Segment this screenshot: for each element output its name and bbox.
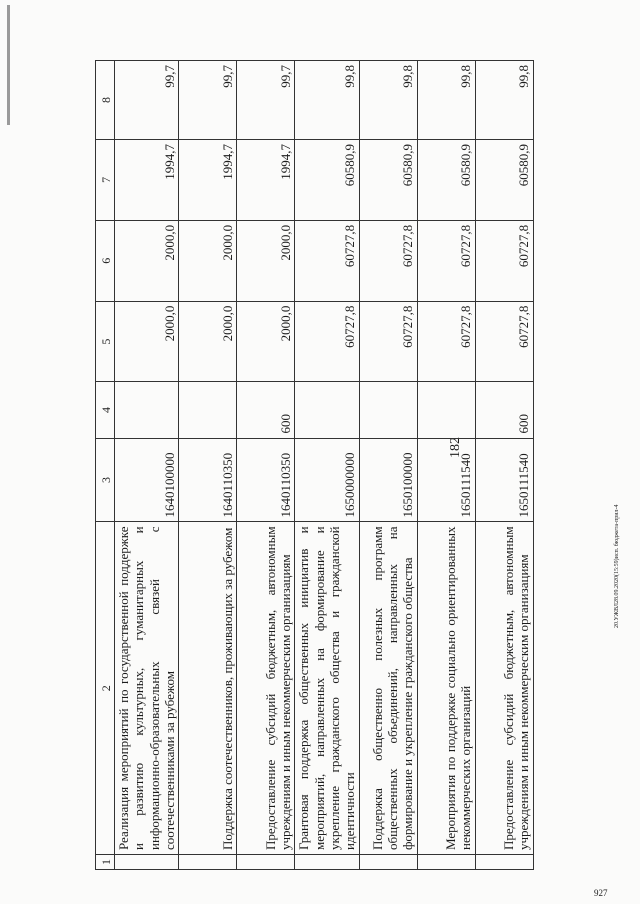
table-row [475, 61, 533, 870]
page-number: 182 [448, 437, 463, 458]
row-value-7: 60580,9 [359, 140, 417, 221]
row-value-8: 99,7 [115, 61, 179, 140]
row-value-5: 2000,0 [115, 301, 179, 382]
header-cell: 6 [96, 220, 115, 301]
row-value-5: 60727,8 [359, 301, 417, 382]
row-code: 1650111540 [417, 438, 475, 522]
row-group [179, 382, 237, 438]
header-cell: 2 [96, 522, 115, 855]
row-value-8: 99,8 [359, 61, 417, 140]
row-value-6: 60727,8 [475, 220, 533, 301]
row-value-7: 1994,7 [179, 140, 237, 221]
row-name: Предоставление субсидий бюджетным, автономным учреждениям и иным некоммерческим организациям [475, 522, 533, 855]
bottom-page-mark: 927 [594, 888, 608, 896]
row-code: 1640100000 [115, 438, 179, 522]
num-cell [475, 855, 533, 870]
row-value-7: 60580,9 [295, 140, 359, 221]
row-value-6: 2000,0 [237, 220, 295, 301]
row-group [115, 382, 179, 438]
row-name: Предоставление субсидий бюджетным, автономным учреждениям и иным некоммерческим организациям [237, 522, 295, 855]
row-group [295, 382, 359, 438]
header-cell: 1 [96, 855, 115, 870]
header-cell: 3 [96, 438, 115, 522]
row-name: Грантовая поддержка общественных инициатив и мероприятий, направленных на формирование и укрепление гражданского общества и гражданской идентичности [295, 522, 359, 855]
row-name: Мероприятия по поддержке социально ориентированных некоммерческих организаций [417, 522, 475, 855]
row-value-8: 99,8 [475, 61, 533, 140]
row-value-8: 99,7 [237, 61, 295, 140]
row-code: 1640110350 [237, 438, 295, 522]
num-cell [295, 855, 359, 870]
row-value-6: 2000,0 [179, 220, 237, 301]
header-cell: 5 [96, 301, 115, 382]
num-cell [115, 855, 179, 870]
row-code: 1650111540 [475, 438, 533, 522]
row-name: Поддержка соотечественников, проживающих за рубежом [179, 522, 237, 855]
table-row [417, 61, 475, 870]
row-value-7: 1994,7 [237, 140, 295, 221]
row-value-5: 60727,8 [295, 301, 359, 382]
row-group [359, 382, 417, 438]
row-value-7: 60580,9 [417, 140, 475, 221]
row-name: Поддержка общественно полезных программ общественных объединений, направленных на формирование и укрепление гражданского общества [359, 522, 417, 855]
table-row [237, 61, 295, 870]
row-value-7: 1994,7 [115, 140, 179, 221]
row-value-6: 60727,8 [417, 220, 475, 301]
scan-edge-line [7, 5, 10, 125]
num-cell [179, 855, 237, 870]
num-cell [417, 855, 475, 870]
num-cell [359, 855, 417, 870]
row-name: Реализация мероприятий по государственной поддержке и развитию культурных, гуманитарных и информационно-образовательных связей с соотечественниками за рубежом [115, 522, 179, 855]
header-cell: 8 [96, 61, 115, 140]
footer-note: 20.УЖВЛ28.09.2020(15:59)исп. бюджета-прил-4 [614, 504, 620, 628]
row-group: 600 [475, 382, 533, 438]
row-value-5: 60727,8 [475, 301, 533, 382]
row-value-8: 99,7 [179, 61, 237, 140]
row-code: 1650000000 [295, 438, 359, 522]
header-row [96, 61, 115, 870]
row-value-6: 60727,8 [295, 220, 359, 301]
table-row [115, 61, 179, 870]
table-row [359, 61, 417, 870]
row-value-5: 60727,8 [417, 301, 475, 382]
row-code: 1640110350 [179, 438, 237, 522]
table-row [295, 61, 359, 870]
row-value-6: 2000,0 [115, 220, 179, 301]
budget-table [95, 60, 625, 870]
row-value-8: 99,8 [417, 61, 475, 140]
num-cell [237, 855, 295, 870]
row-group: 600 [237, 382, 295, 438]
row-group [417, 382, 475, 438]
table-row [179, 61, 237, 870]
row-value-8: 99,8 [295, 61, 359, 140]
row-value-7: 60580,9 [475, 140, 533, 221]
row-code: 1650100000 [359, 438, 417, 522]
header-cell: 7 [96, 140, 115, 221]
row-value-5: 2000,0 [237, 301, 295, 382]
row-value-5: 2000,0 [179, 301, 237, 382]
header-cell: 4 [96, 382, 115, 438]
row-value-6: 60727,8 [359, 220, 417, 301]
